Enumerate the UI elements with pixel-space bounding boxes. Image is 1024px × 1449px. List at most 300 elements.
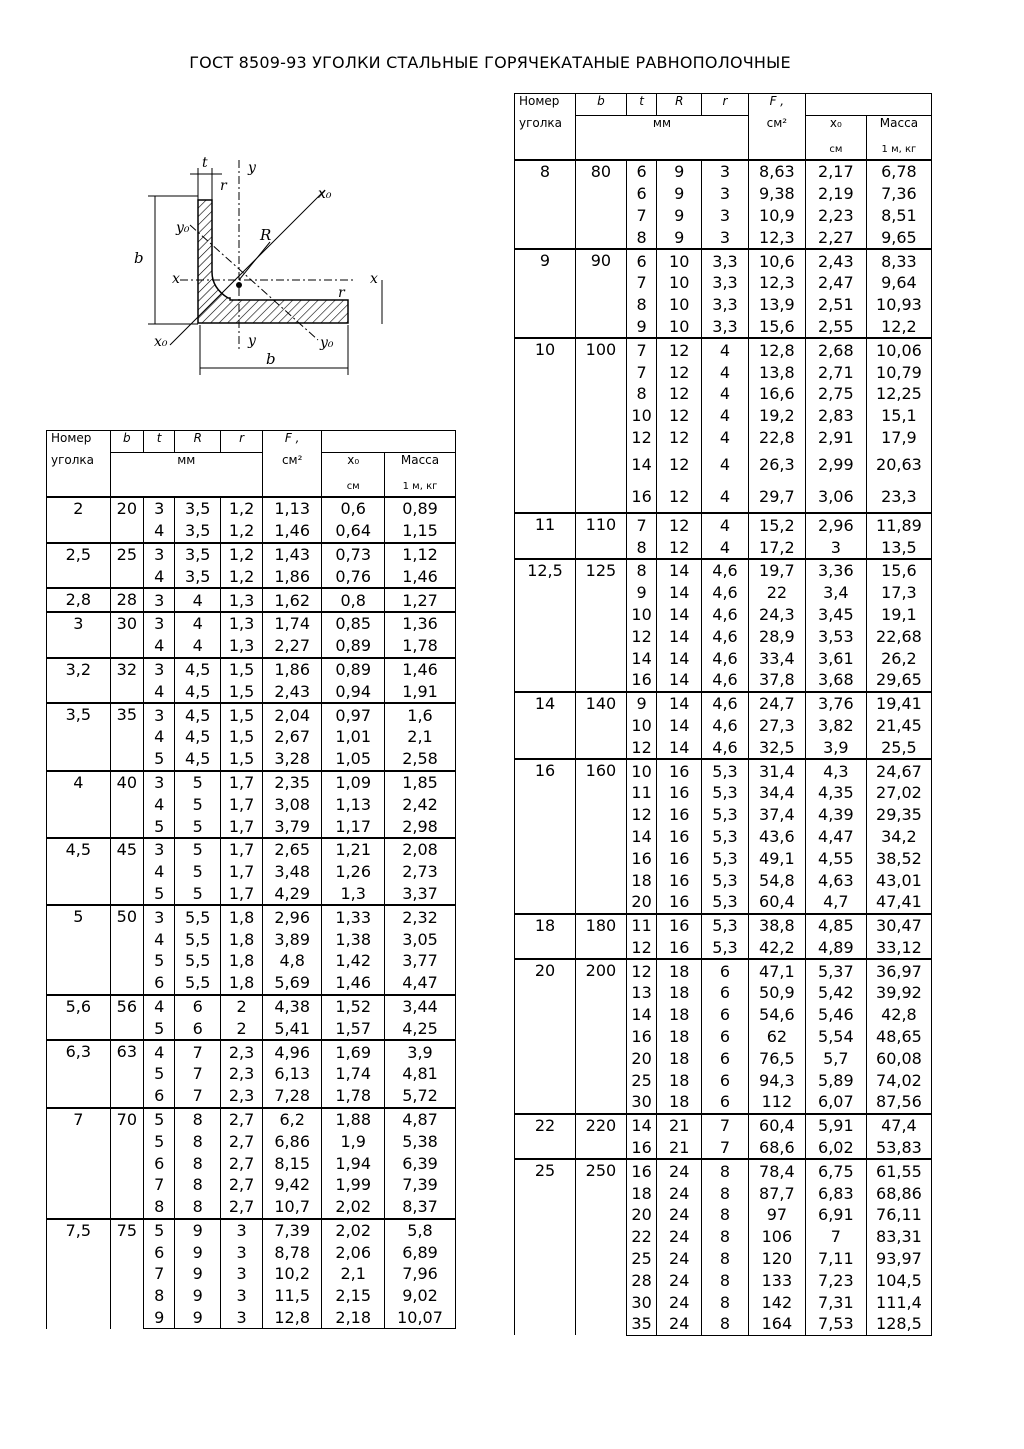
cell-x0: 6,83	[805, 1182, 866, 1204]
cell-t: 3	[144, 612, 175, 635]
cell-r: 4,6	[702, 692, 749, 715]
cell-mass: 4,47	[385, 972, 456, 995]
cell-x0: 3	[805, 536, 866, 559]
cell-r: 8	[175, 1152, 221, 1174]
label-x-left: x	[172, 271, 180, 287]
cell-r: 1,5	[221, 726, 263, 748]
cell-r: 8	[702, 1248, 749, 1270]
cell-mass: 10,06	[866, 338, 931, 361]
cell-mass: 1,46	[385, 658, 456, 681]
cell-t: 4	[144, 680, 175, 703]
cell-f: 60,4	[748, 1114, 805, 1137]
cell-f: 133	[748, 1269, 805, 1291]
cell-x0: 4,47	[805, 826, 866, 848]
cell-t: 11	[626, 914, 657, 937]
cell-r: 4,6	[702, 736, 749, 759]
cell-mass: 104,5	[866, 1269, 931, 1291]
angle-number: 2,8	[47, 588, 111, 612]
cell-f: 8,78	[262, 1241, 321, 1263]
cell-r: 24	[657, 1182, 702, 1204]
cell-mass: 7,96	[385, 1263, 456, 1285]
cell-r: 16	[657, 869, 702, 891]
cell-r: 24	[657, 1159, 702, 1182]
cell-t: 16	[626, 1137, 657, 1160]
cell-f: 8,63	[748, 160, 805, 183]
cell-mass: 24,67	[866, 759, 931, 782]
cell-f: 1,13	[262, 497, 321, 520]
cell-x0: 3,45	[805, 604, 866, 626]
cell-r: 14	[657, 669, 702, 692]
cell-t: 10	[626, 759, 657, 782]
cell-r: 2,7	[221, 1196, 263, 1219]
cell-r: 3,5	[175, 497, 221, 520]
header-r-radius: R	[175, 431, 221, 453]
label-r-top: r	[220, 178, 227, 194]
cell-f: 5,69	[262, 972, 321, 995]
cell-f: 28,9	[748, 625, 805, 647]
cell-r: 8	[175, 1196, 221, 1219]
flange-width: 220	[576, 1114, 627, 1160]
cell-r: 1,7	[221, 793, 263, 815]
cell-f: 3,48	[262, 861, 321, 883]
cell-t: 8	[626, 294, 657, 316]
cell-x0: 5,42	[805, 982, 866, 1004]
cell-r: 3,3	[702, 249, 749, 272]
cell-f: 32,5	[748, 736, 805, 759]
cell-mass: 3,9	[385, 1040, 456, 1063]
cell-mass: 111,4	[866, 1291, 931, 1313]
cell-f: 29,7	[748, 480, 805, 513]
cell-x0: 1,94	[322, 1152, 385, 1174]
cell-r: 14	[657, 736, 702, 759]
cell-t: 6	[626, 249, 657, 272]
cell-t: 8	[144, 1196, 175, 1219]
cell-t: 16	[626, 1159, 657, 1182]
flange-width: 63	[110, 1040, 143, 1107]
cell-r: 1,5	[221, 680, 263, 703]
cell-f: 9,42	[262, 1174, 321, 1196]
cell-x0: 5,54	[805, 1026, 866, 1048]
header-cm: см	[805, 139, 866, 160]
cell-x0: 2,43	[805, 249, 866, 272]
cell-f: 106	[748, 1226, 805, 1248]
cell-f: 97	[748, 1204, 805, 1226]
cell-r: 8	[702, 1313, 749, 1335]
cell-mass: 2,32	[385, 905, 456, 928]
cell-x0: 1,38	[322, 928, 385, 950]
cell-t: 3	[144, 838, 175, 861]
cell-f: 15,6	[748, 316, 805, 339]
cell-r: 3,3	[702, 272, 749, 294]
cell-x0: 3,36	[805, 559, 866, 582]
flange-width: 80	[576, 160, 627, 249]
cell-r: 5,3	[702, 782, 749, 804]
label-t: t	[202, 155, 208, 171]
cell-t: 8	[626, 536, 657, 559]
cell-r: 4,5	[175, 748, 221, 771]
cell-mass: 13,5	[866, 536, 931, 559]
table-row	[515, 160, 932, 183]
cell-x0: 1,3	[322, 883, 385, 906]
cell-t: 5	[144, 1063, 175, 1085]
cell-x0: 0,89	[322, 635, 385, 658]
cell-f: 5,41	[262, 1017, 321, 1040]
cell-t: 14	[626, 1004, 657, 1026]
cell-r: 8	[175, 1174, 221, 1196]
cell-x0: 5,7	[805, 1047, 866, 1069]
cell-r: 3	[702, 160, 749, 183]
cell-t: 5	[144, 1130, 175, 1152]
cell-f: 54,6	[748, 1004, 805, 1026]
table-row	[515, 1159, 932, 1182]
cell-mass: 6,89	[385, 1241, 456, 1263]
cell-mass: 15,6	[866, 559, 931, 582]
cell-r: 1,3	[221, 635, 263, 658]
cell-mass: 47,41	[866, 891, 931, 914]
angle-number: 4	[47, 771, 111, 838]
cell-mass: 42,8	[866, 1004, 931, 1026]
cell-x0: 2,99	[805, 448, 866, 480]
cell-mass: 1,78	[385, 635, 456, 658]
cell-mass: 1,85	[385, 771, 456, 794]
cell-r: 5,3	[702, 891, 749, 914]
cell-t: 22	[626, 1226, 657, 1248]
header-b: b	[576, 94, 627, 116]
cell-r: 16	[657, 826, 702, 848]
cell-mass: 34,2	[866, 826, 931, 848]
cell-mass: 1,91	[385, 680, 456, 703]
cell-r: 5,3	[702, 759, 749, 782]
cell-f: 26,3	[748, 448, 805, 480]
angle-number: 9	[515, 249, 576, 338]
cell-r: 8	[702, 1291, 749, 1313]
header-b: b	[110, 431, 143, 453]
cell-x0: 3,53	[805, 625, 866, 647]
flange-width: 32	[110, 658, 143, 704]
header-t: t	[144, 431, 175, 453]
cell-t: 8	[626, 226, 657, 249]
header-angle: уголка	[47, 453, 111, 498]
flange-width: 35	[110, 703, 143, 770]
cell-f: 112	[748, 1091, 805, 1114]
page-title: ГОСТ 8509-93 УГОЛКИ СТАЛЬНЫЕ ГОРЯЧЕКАТАНЫЕ РАВНОПОЛОЧНЫЕ	[189, 53, 791, 72]
cell-mass: 0,89	[385, 497, 456, 520]
cell-t: 4	[144, 726, 175, 748]
cell-mass: 5,8	[385, 1219, 456, 1242]
cell-r: 8	[702, 1226, 749, 1248]
cell-f: 60,4	[748, 891, 805, 914]
cell-mass: 43,01	[866, 869, 931, 891]
cell-r: 5,3	[702, 869, 749, 891]
cell-r: 9	[175, 1219, 221, 1242]
cell-r: 4,5	[175, 680, 221, 703]
header-cm2: см²	[262, 453, 321, 498]
cell-r: 3	[221, 1241, 263, 1263]
cell-mass: 3,05	[385, 928, 456, 950]
label-r-right: r	[338, 285, 345, 301]
cell-t: 35	[626, 1313, 657, 1335]
cell-x0: 1,99	[322, 1174, 385, 1196]
cell-mass: 10,79	[866, 361, 931, 383]
cell-mass: 74,02	[866, 1069, 931, 1091]
cell-r: 1,2	[221, 497, 263, 520]
flange-width: 100	[576, 338, 627, 513]
cell-x0: 2,17	[805, 160, 866, 183]
cell-f: 37,4	[748, 804, 805, 826]
cell-r: 1,5	[221, 658, 263, 681]
cell-r: 24	[657, 1291, 702, 1313]
cell-mass: 33,12	[866, 937, 931, 960]
cell-r: 4	[702, 480, 749, 513]
cell-f: 7,39	[262, 1219, 321, 1242]
cell-f: 120	[748, 1248, 805, 1270]
cell-r: 24	[657, 1204, 702, 1226]
cell-r: 1,7	[221, 838, 263, 861]
label-y0-bottom: y₀	[320, 335, 334, 351]
cell-r: 1,7	[221, 771, 263, 794]
cell-x0: 2,18	[322, 1307, 385, 1329]
cell-t: 16	[626, 480, 657, 513]
cell-r: 4,6	[702, 604, 749, 626]
flange-width: 140	[576, 692, 627, 759]
cell-t: 30	[626, 1091, 657, 1114]
cell-t: 4	[144, 635, 175, 658]
cell-t: 6	[144, 972, 175, 995]
cell-r: 9	[175, 1241, 221, 1263]
cell-f: 4,8	[262, 950, 321, 972]
cell-r: 5,5	[175, 928, 221, 950]
cell-x0: 2,06	[322, 1241, 385, 1263]
cell-r: 18	[657, 1004, 702, 1026]
angle-number: 7,5	[47, 1219, 111, 1329]
header-blank	[322, 431, 456, 453]
header-r-radius: R	[657, 94, 702, 116]
flange-width: 50	[110, 905, 143, 994]
cell-r: 3,5	[175, 520, 221, 543]
cell-r: 1,7	[221, 883, 263, 906]
flange-width: 28	[110, 588, 143, 612]
cell-f: 50,9	[748, 982, 805, 1004]
cell-r: 4	[702, 513, 749, 536]
cell-x0: 1,01	[322, 726, 385, 748]
cell-f: 1,46	[262, 520, 321, 543]
cell-r: 5,3	[702, 937, 749, 960]
cell-r: 10	[657, 272, 702, 294]
header-x0: x₀	[805, 116, 866, 140]
cell-x0: 2,68	[805, 338, 866, 361]
flange-width: 180	[576, 914, 627, 960]
cell-x0: 1,05	[322, 748, 385, 771]
cell-r: 12	[657, 383, 702, 405]
cell-r: 16	[657, 804, 702, 826]
cell-t: 16	[626, 669, 657, 692]
cell-f: 8,15	[262, 1152, 321, 1174]
cell-r: 9	[175, 1307, 221, 1329]
table-right-header	[515, 94, 932, 161]
cell-r: 12	[657, 480, 702, 513]
cell-r: 4,5	[175, 726, 221, 748]
cell-mass: 5,72	[385, 1085, 456, 1108]
cell-t: 16	[626, 847, 657, 869]
cell-r: 1,8	[221, 928, 263, 950]
cell-r: 5	[175, 838, 221, 861]
table-row	[47, 1040, 456, 1063]
cell-r: 1,7	[221, 861, 263, 883]
cell-r: 3	[702, 183, 749, 205]
cell-f: 24,7	[748, 692, 805, 715]
header-mass: Масса	[866, 116, 931, 140]
cell-f: 3,28	[262, 748, 321, 771]
cell-r: 7	[175, 1085, 221, 1108]
cell-x0: 1,69	[322, 1040, 385, 1063]
cell-f: 7,28	[262, 1085, 321, 1108]
flange-width: 45	[110, 838, 143, 905]
cell-r: 18	[657, 982, 702, 1004]
cell-r: 24	[657, 1313, 702, 1335]
table-row	[47, 905, 456, 928]
cell-f: 2,96	[262, 905, 321, 928]
cell-f: 10,7	[262, 1196, 321, 1219]
angle-number: 10	[515, 338, 576, 513]
header-x0: x₀	[322, 453, 385, 477]
cell-mass: 15,1	[866, 405, 931, 427]
cell-t: 14	[626, 448, 657, 480]
cell-t: 3	[144, 771, 175, 794]
cell-r: 2,3	[221, 1085, 263, 1108]
cell-x0: 1,33	[322, 905, 385, 928]
cell-r: 8	[702, 1204, 749, 1226]
cell-mass: 9,65	[866, 226, 931, 249]
cell-x0: 1,42	[322, 950, 385, 972]
cell-r: 3	[221, 1285, 263, 1307]
cell-x0: 3,4	[805, 582, 866, 604]
cell-mass: 22,68	[866, 625, 931, 647]
cell-r: 4,6	[702, 582, 749, 604]
cell-r: 7	[702, 1114, 749, 1137]
cell-x0: 4,63	[805, 869, 866, 891]
cell-mass: 12,25	[866, 383, 931, 405]
flange-width: 30	[110, 612, 143, 658]
header-mass-unit: 1 м, кг	[866, 139, 931, 160]
cell-mass: 47,4	[866, 1114, 931, 1137]
cell-r: 1,5	[221, 703, 263, 726]
cell-x0: 0,73	[322, 543, 385, 566]
cell-r: 3	[221, 1263, 263, 1285]
cell-r: 16	[657, 937, 702, 960]
header-t: t	[626, 94, 657, 116]
cell-f: 38,8	[748, 914, 805, 937]
cell-r: 14	[657, 647, 702, 669]
cell-r: 14	[657, 604, 702, 626]
cell-r: 1,3	[221, 588, 263, 612]
cell-r: 7	[175, 1040, 221, 1063]
cell-mass: 19,1	[866, 604, 931, 626]
label-x-right: x	[370, 271, 378, 287]
table-left	[46, 430, 456, 1329]
table-right	[514, 93, 932, 1336]
table-left-body	[47, 497, 456, 1329]
cell-f: 10,9	[748, 205, 805, 227]
cell-x0: 0,97	[322, 703, 385, 726]
cell-t: 25	[626, 1069, 657, 1091]
cell-mass: 8,33	[866, 249, 931, 272]
cell-f: 17,2	[748, 536, 805, 559]
cell-x0: 4,39	[805, 804, 866, 826]
cell-mass: 39,92	[866, 982, 931, 1004]
cell-mass: 128,5	[866, 1313, 931, 1335]
cell-r: 14	[657, 715, 702, 737]
cell-t: 12	[626, 804, 657, 826]
cell-r: 8	[702, 1182, 749, 1204]
cell-r: 21	[657, 1114, 702, 1137]
cell-f: 37,8	[748, 669, 805, 692]
cell-t: 6	[626, 160, 657, 183]
cell-x0: 3,76	[805, 692, 866, 715]
cell-r: 12	[657, 448, 702, 480]
cell-r: 4	[702, 448, 749, 480]
cell-r: 4	[702, 536, 749, 559]
cell-x0: 2,02	[322, 1219, 385, 1242]
cell-x0: 7,53	[805, 1313, 866, 1335]
cell-t: 3	[144, 497, 175, 520]
cell-x0: 1,74	[322, 1063, 385, 1085]
table-row	[47, 497, 456, 520]
cell-t: 4	[144, 565, 175, 588]
cell-t: 12	[626, 625, 657, 647]
cell-r: 18	[657, 959, 702, 982]
cell-r: 18	[657, 1069, 702, 1091]
cell-t: 13	[626, 982, 657, 1004]
cell-mass: 6,39	[385, 1152, 456, 1174]
angle-number: 18	[515, 914, 576, 960]
cell-r: 16	[657, 782, 702, 804]
table-row	[47, 658, 456, 681]
cell-mass: 19,41	[866, 692, 931, 715]
cell-mass: 1,6	[385, 703, 456, 726]
cell-mass: 2,1	[385, 726, 456, 748]
table-right-body	[515, 160, 932, 1335]
cell-t: 9	[144, 1307, 175, 1329]
cell-mass: 1,15	[385, 520, 456, 543]
cell-r: 1,8	[221, 950, 263, 972]
cell-r: 8	[702, 1269, 749, 1291]
flange-width: 200	[576, 959, 627, 1114]
cell-t: 4	[144, 1040, 175, 1063]
cell-r: 5	[175, 883, 221, 906]
cell-r: 21	[657, 1137, 702, 1160]
cell-x0: 5,91	[805, 1114, 866, 1137]
cell-f: 164	[748, 1313, 805, 1335]
angle-number: 5	[47, 905, 111, 994]
cell-t: 7	[144, 1263, 175, 1285]
angle-number: 2,5	[47, 543, 111, 589]
angle-number: 4,5	[47, 838, 111, 905]
cell-x0: 1,52	[322, 995, 385, 1018]
cell-r: 18	[657, 1091, 702, 1114]
cell-mass: 25,5	[866, 736, 931, 759]
cell-x0: 7,23	[805, 1269, 866, 1291]
cell-r: 12	[657, 536, 702, 559]
cell-mass: 30,47	[866, 914, 931, 937]
cell-t: 5	[144, 883, 175, 906]
cell-mass: 4,25	[385, 1017, 456, 1040]
cell-r: 4	[702, 383, 749, 405]
cell-x0: 6,91	[805, 1204, 866, 1226]
cell-x0: 1,9	[322, 1130, 385, 1152]
cell-x0: 7,31	[805, 1291, 866, 1313]
cell-x0: 3,61	[805, 647, 866, 669]
label-y0-left: y₀	[176, 220, 190, 236]
